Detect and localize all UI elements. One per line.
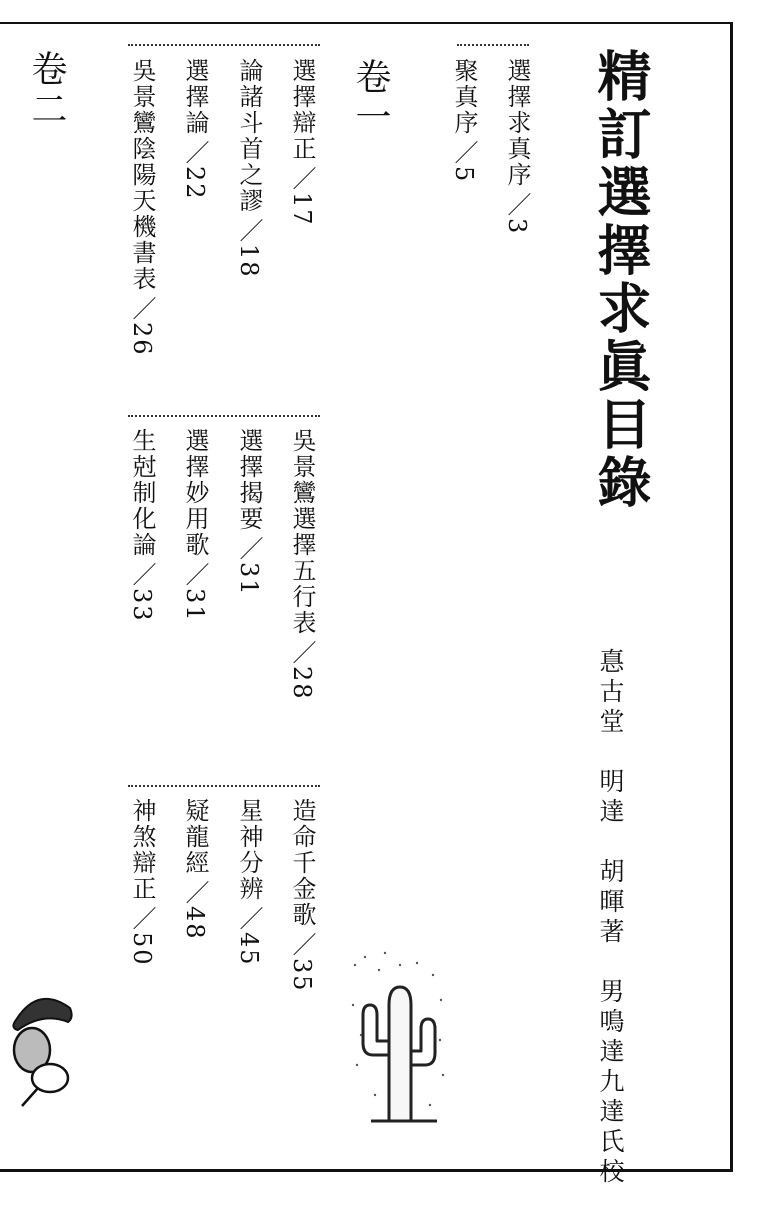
dotted-rule [128, 785, 320, 795]
entry-separator: ／ [235, 218, 263, 244]
toc-entry[interactable] [290, 798, 314, 993]
toc-entry[interactable] [130, 428, 154, 623]
entry-separator: ／ [235, 906, 263, 932]
entry-title: 選擇揭要 [235, 428, 263, 532]
entry-separator: ／ [128, 906, 156, 932]
dotted-rule [457, 44, 529, 54]
mushroom-illustration [8, 990, 78, 1110]
entry-separator: ／ [128, 562, 156, 588]
toc-entry[interactable] [452, 58, 476, 183]
entry-page: 18 [235, 244, 263, 279]
toc-entry[interactable] [183, 428, 207, 623]
entry-page: 35 [288, 958, 316, 993]
entry-separator: ／ [288, 640, 316, 666]
entry-title: 神煞辯正 [128, 798, 156, 902]
entry-page: 26 [128, 322, 156, 357]
entry-page: 50 [128, 932, 156, 967]
entry-page: 28 [288, 666, 316, 701]
entry-separator: ／ [288, 166, 316, 192]
volume-one-label: 卷一 [350, 58, 391, 138]
cactus-illustration [345, 945, 450, 1130]
entry-title: 疑龍經 [181, 798, 209, 876]
entry-title: 選擇辯正 [288, 58, 316, 162]
entry-page: 31 [235, 562, 263, 597]
entry-separator: ／ [288, 932, 316, 958]
dotted-rule [128, 415, 320, 425]
entry-title: 生尅制化論 [128, 428, 156, 558]
entry-separator: ／ [503, 192, 531, 218]
entry-separator: ／ [235, 536, 263, 562]
entry-page: 3 [503, 218, 531, 236]
entry-title: 聚真序 [450, 58, 478, 136]
author-credit: 惪古堂 明達 胡暉著 男鳴達九達氏校 [596, 648, 625, 1188]
entry-page: 17 [288, 192, 316, 227]
entry-separator: ／ [181, 562, 209, 588]
entry-title: 吳景鸞陰陽天機書表 [128, 58, 156, 292]
entry-title: 選擇妙用歌 [181, 428, 209, 558]
entry-title: 論諸斗首之謬 [235, 58, 263, 214]
entry-separator: ／ [181, 880, 209, 906]
toc-entry[interactable] [237, 58, 261, 279]
entry-page: 48 [181, 906, 209, 941]
entry-title: 星神分辨 [235, 798, 263, 902]
toc-entry[interactable] [290, 428, 314, 701]
toc-entry[interactable] [183, 798, 207, 941]
toc-entry[interactable] [237, 798, 261, 967]
toc-entry[interactable] [130, 798, 154, 967]
entry-title: 選擇求真序 [503, 58, 531, 188]
entry-page: 22 [181, 166, 209, 201]
entry-page: 31 [181, 588, 209, 623]
entry-separator: ／ [450, 140, 478, 166]
entry-title: 造命千金歌 [288, 798, 316, 928]
entry-separator: ／ [181, 140, 209, 166]
entry-title: 吳景鸞選擇五行表 [288, 428, 316, 636]
entry-page: 5 [450, 166, 478, 184]
toc-entry[interactable] [130, 58, 154, 357]
toc-entry[interactable] [237, 428, 261, 597]
entry-title: 選擇論 [181, 58, 209, 136]
toc-title: 精訂選擇求眞目錄 [589, 48, 652, 512]
volume-two-label: 卷二 [26, 50, 67, 130]
entry-page: 33 [128, 588, 156, 623]
toc-entry[interactable] [183, 58, 207, 201]
entry-separator: ／ [128, 296, 156, 322]
toc-entry[interactable] [290, 58, 314, 227]
dotted-rule [128, 44, 320, 54]
toc-entry[interactable] [505, 58, 529, 235]
entry-page: 45 [235, 932, 263, 967]
